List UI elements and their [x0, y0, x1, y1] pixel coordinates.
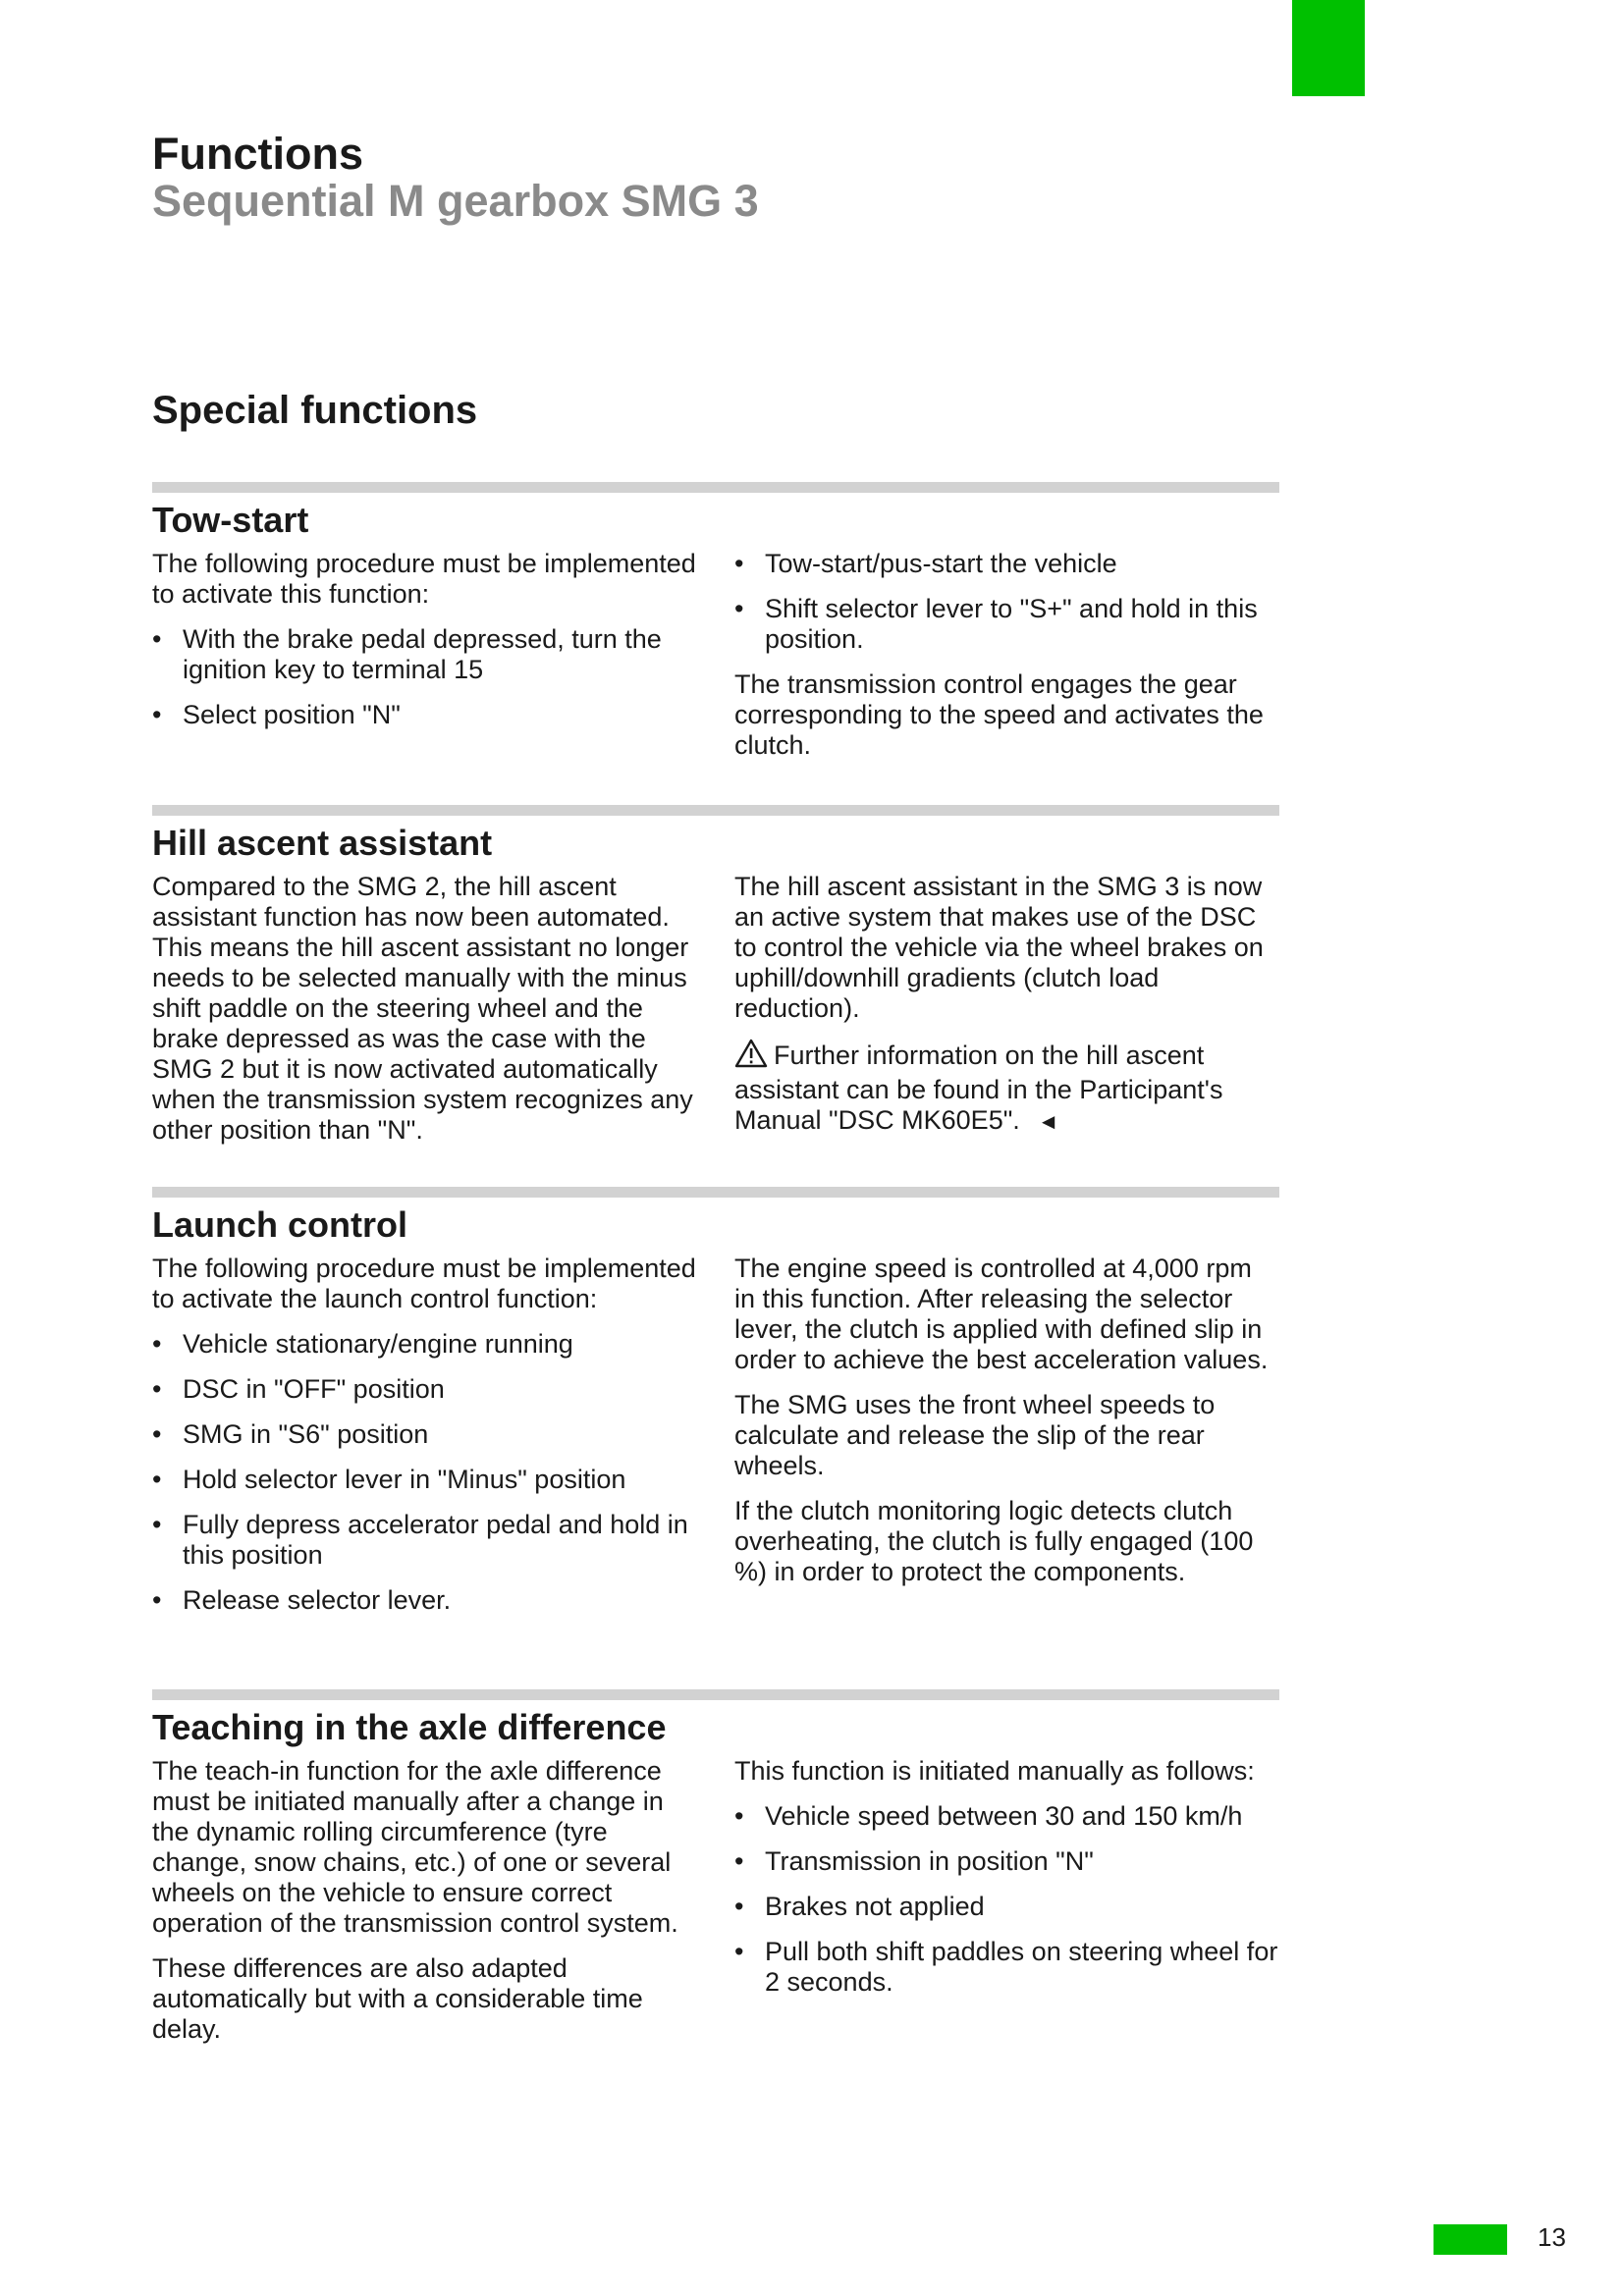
launch-control-paragraph: If the clutch monitoring logic detects clutch overheating, the clutch is fully engaged (100 %) in order to protect the components.: [734, 1496, 1254, 1587]
tow-start-right-column: [734, 549, 1279, 775]
tow-start-result: The transmission control engages the gear corresponding to the speed and activates the clutch.: [734, 669, 1264, 761]
launch-control-heading: Launch control: [152, 1204, 407, 1245]
list-item: • Fully depress accelerator pedal and hold in this position: [152, 1510, 688, 1571]
list-item: • Hold selector lever in "Minus" position: [152, 1465, 626, 1495]
section-divider: [152, 1689, 1279, 1700]
page-edge-tab-top: [1292, 0, 1365, 96]
list-item: • Transmission in position "N": [734, 1846, 1094, 1877]
hill-ascent-left-column: [152, 872, 697, 1160]
hill-ascent-left-text: Compared to the SMG 2, the hill ascent assistant function has now been automated. This means the hill ascent assistant no longer needs to be selected manually with the minus shift paddle on the steering wheel and the brake depressed as was the case with the SMG 2 but it is now activated automatically when the transmission system recognizes any other position than "N".: [152, 872, 693, 1146]
tow-start-intro: The following procedure must be implemented to activate this function:: [152, 549, 696, 610]
hill-ascent-right-text: The hill ascent assistant in the SMG 3 is now an active system that makes use of the DSC to control the vehicle via the wheel brakes on uphill/downhill gradients (clutch load reduction).: [734, 872, 1264, 1024]
launch-control-paragraph: The engine speed is controlled at 4,000 rpm in this function. After releasing the selector lever, the clutch is applied with defined slip in order to achieve the best acceleration values.: [734, 1254, 1269, 1375]
teaching-left-column: [152, 1756, 697, 2059]
tow-start-left-column: [152, 549, 697, 775]
section-divider: [152, 482, 1279, 493]
teaching-paragraph: The teach-in function for the axle difference must be initiated manually after a change in the dynamic rolling circumference (tyre change, snow chains, etc.) of one or several wheels on the vehicle to ensure correct operation of the transmission control system.: [152, 1756, 678, 1939]
launch-control-paragraph: The SMG uses the front wheel speeds to calculate and release the slip of the rear wheels.: [734, 1390, 1216, 1481]
list-item: • Brakes not applied: [734, 1892, 985, 1922]
list-item: • Select position "N": [152, 700, 401, 730]
page-title: Functions: [152, 129, 363, 179]
page-edge-tab-bottom: [1434, 2224, 1507, 2255]
section-divider: [152, 805, 1279, 816]
list-item: • Tow-start/pus-start the vehicle: [734, 549, 1117, 579]
teaching-right-column: [734, 1756, 1279, 2059]
tow-start-left-list: [152, 624, 697, 730]
list-item: • Vehicle speed between 30 and 150 km/h: [734, 1801, 1243, 1832]
page-number: 13: [1538, 2222, 1566, 2252]
list-item: • SMG in "S6" position: [152, 1419, 429, 1450]
end-of-note-mark: ◄: [1037, 1109, 1059, 1135]
list-item: • Shift selector lever to "S+" and hold in this position.: [734, 594, 1258, 655]
tow-start-section: [152, 482, 1279, 775]
hill-ascent-note: [734, 1039, 1279, 1137]
launch-control-left-column: [152, 1254, 697, 1630]
list-item: • With the brake pedal depressed, turn the ignition key to terminal 15: [152, 624, 662, 685]
tow-start-right-list: [734, 549, 1279, 655]
hill-ascent-right-column: [734, 872, 1279, 1160]
teaching-paragraph: These differences are also adapted automatically but with a considerable time delay.: [152, 1953, 643, 2045]
warning-triangle-icon: [734, 1039, 774, 1075]
section-divider: [152, 1187, 1279, 1198]
page-subtitle: Sequential M gearbox SMG 3: [152, 176, 759, 226]
list-item: • Pull both shift paddles on steering wheel for 2 seconds.: [734, 1937, 1278, 1998]
hill-ascent-heading: Hill ascent assistant: [152, 823, 493, 863]
teaching-heading: Teaching in the axle difference: [152, 1707, 667, 1747]
launch-control-section: [152, 1187, 1279, 1630]
teaching-section: [152, 1689, 1279, 2059]
list-item: • Release selector lever.: [152, 1585, 452, 1616]
launch-control-intro: The following procedure must be implemented to activate the launch control function:: [152, 1254, 696, 1314]
list-item: • Vehicle stationary/engine running: [152, 1329, 573, 1360]
launch-control-list: [152, 1329, 697, 1616]
teaching-list: [734, 1801, 1279, 1998]
launch-control-right-column: [734, 1254, 1279, 1630]
teaching-right-intro: This function is initiated manually as follows:: [734, 1756, 1255, 1787]
tow-start-heading: Tow-start: [152, 500, 309, 540]
section-heading: Special functions: [152, 389, 478, 432]
hill-ascent-note-text: Further information on the hill ascent assistant can be found in the Participant's Manual "DSC MK60E5".: [734, 1041, 1223, 1136]
list-item: • DSC in "OFF" position: [152, 1374, 445, 1405]
hill-ascent-section: [152, 805, 1279, 1160]
